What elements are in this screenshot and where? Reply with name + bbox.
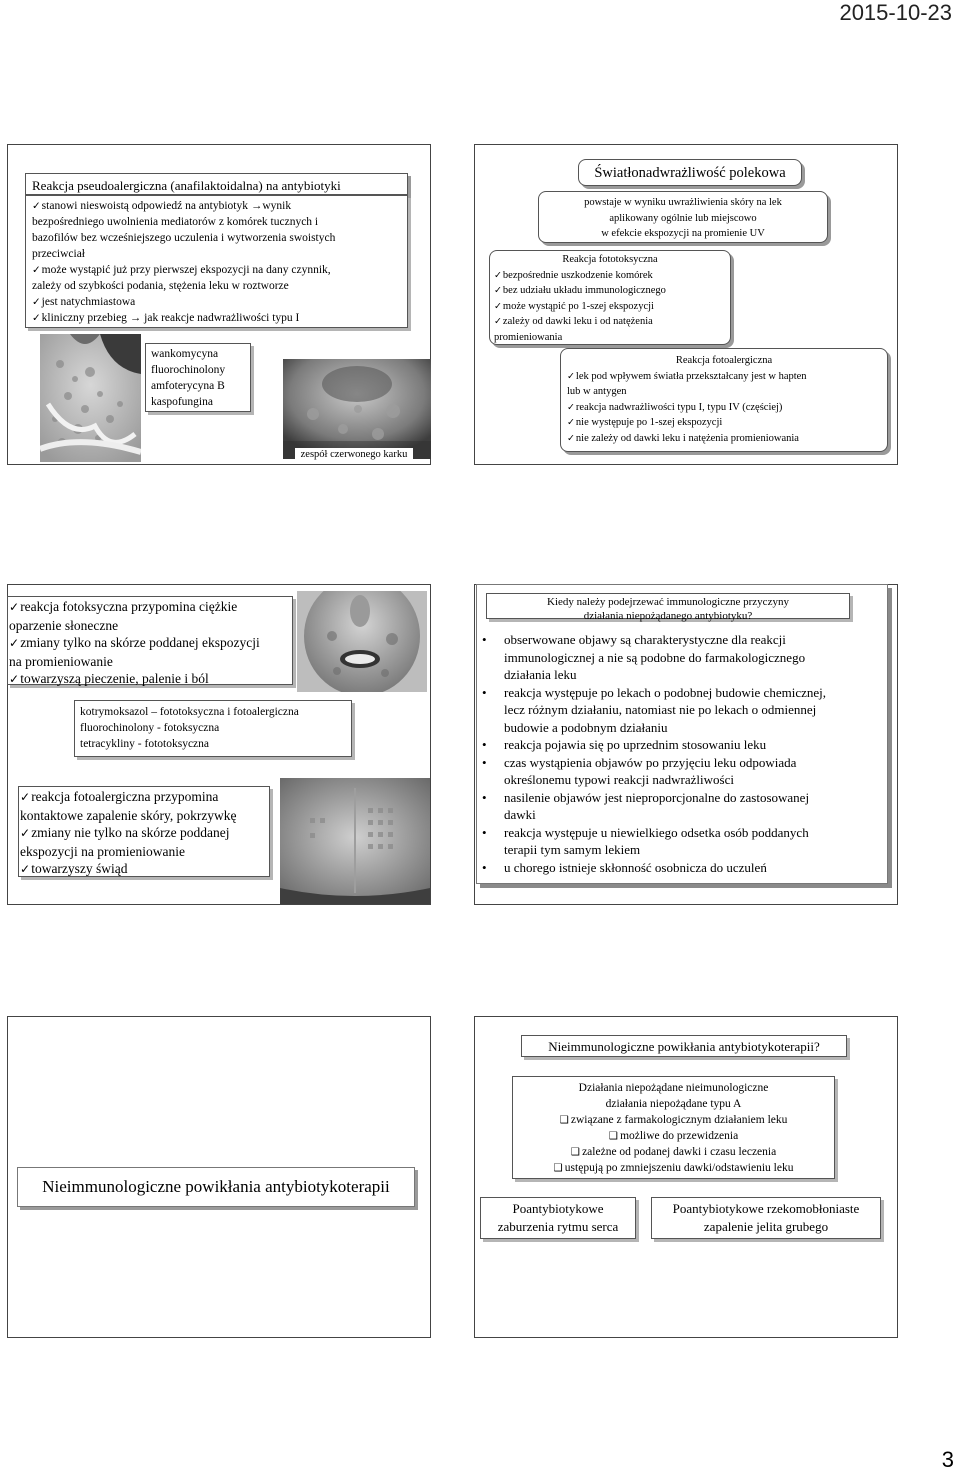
bullet-line: • reakcja występuje u niewielkiego odsetka osób poddanych (504, 824, 809, 840)
slide6-title (521, 1035, 847, 1057)
drug-item: fluorochinolony - fotoksyczna (80, 722, 220, 734)
slide6-right-lines (654, 1200, 878, 1235)
bullet-line: określonemu typowi reakcji nadwrażliwości (504, 772, 734, 787)
drug-item: fluorochinolony (151, 364, 226, 376)
photoallergic-feature-line: ✓ zmiany nie tylko na skórze poddanej (20, 824, 268, 843)
slide4-title (486, 593, 850, 622)
photoallergic-line: ✓ reakcja nadwrażliwości typu I, typu IV (częściej) (567, 400, 881, 416)
phototoxic-feature-line: ✓ reakcja fotoksyczna przypomina ciężkie (9, 598, 291, 617)
bullet-line: dawki (504, 807, 536, 822)
slide3-drugs-list (80, 704, 346, 752)
back-photo (280, 778, 430, 904)
phototoxic-line: ✓ bezpośrednie uszkodzenie komórek (494, 268, 726, 284)
center-box-line: Działania niepożądane nieimunologiczne (578, 1082, 769, 1094)
slide1-line: bazofilów bez wcześniejszego uczulenia i wytworzenia swoistych (32, 232, 336, 244)
slide6-left-box (480, 1197, 636, 1239)
photoallergic-line: ✓ nie występuje po 1-szej ekspozycji (567, 415, 881, 431)
slide2-intro-box (538, 191, 828, 243)
drug-item: amfoterycyna B (151, 380, 225, 392)
phototoxic-line: ✓ może wystąpić po 1-szej ekspozycji (494, 299, 726, 315)
left-box-line: Poantybiotykowe (512, 1201, 604, 1216)
red-neck-caption-text: zespół czerwonego karku (300, 449, 408, 460)
slide4-bullet-list (478, 631, 886, 876)
slide3-phototoxic-lines (9, 598, 291, 689)
bullet-line: terapii tym samym lekiem (504, 842, 641, 857)
slide1-line: zależy od szybkości podania, stężenia leku w roztworze (32, 280, 289, 292)
bullet-item (478, 859, 886, 877)
drug-item: wankomycyna (151, 348, 219, 360)
phototoxic-line: promieniowania (494, 331, 563, 343)
bullet-item (478, 754, 886, 789)
photoallergic-line: lub w antygen (567, 386, 627, 397)
photoallergic-feature-line: ✓ reakcja fotoalergiczna przypomina (20, 788, 268, 807)
center-box-item: ❑ ustępują po zmniejszeniu dawki/odstawieniu leku (517, 1160, 830, 1176)
slide1-line: ✓ jest natychmiastowa (32, 294, 401, 310)
slide6-center-box (512, 1076, 835, 1179)
center-box-item: ❑ możliwe do przewidzenia (517, 1128, 830, 1144)
slide5-title-text: Nieimmunologiczne powikłania antybiotykoterapii (42, 1177, 390, 1196)
bullet-line: • obserwowane objawy są charakterystyczne dla reakcji (504, 632, 786, 647)
bullet-item (478, 631, 886, 684)
bullet-item (478, 684, 886, 737)
photoallergic-heading: Reakcja fotoalergiczna (675, 355, 773, 366)
page-number: 3 (941, 1447, 954, 1472)
slide4-title-text (491, 595, 845, 623)
slide6-right-box (651, 1197, 881, 1239)
rash-chest-photo (40, 334, 141, 462)
center-box-item: ❑ związane z farmakologicznym działaniem leku (517, 1112, 830, 1128)
phototoxic-line: ✓ bez udziału układu immunologicznego (494, 283, 726, 299)
phototoxic-line: ✓ zależy od dawki leku i od natężenia (494, 314, 726, 330)
slide1-title-text: Reakcja pseudoalergiczna (anafilaktoidalna) na antybiotyki (32, 178, 341, 193)
photoallergic-feature-line: kontaktowe zapalenie skóry, pokrzywkę (20, 807, 237, 823)
bullet-line: budowie a podobnym działaniu (504, 719, 668, 735)
right-box-line: Poantybiotykowe rzekomobłoniaste (672, 1201, 860, 1216)
bullet-line: • nasilenie objawów jest nieproporcjonalne do zastosowanej (504, 789, 810, 805)
photoallergic-feature-line: ekspozycji na promieniowanie (20, 843, 185, 859)
phototoxic-box (489, 250, 731, 345)
photoallergic-line: ✓ lek pod wpływem światła przekształcany jest w hapten (567, 369, 881, 385)
phototoxic-feature-line: ✓ towarzyszą pieczenie, palenie i ból (9, 670, 291, 689)
bullet-item (478, 824, 886, 859)
drug-item: kaspofungina (151, 396, 213, 408)
center-box-line: działania niepożądane typu A (605, 1098, 742, 1110)
header-date: 2015-10-23 (839, 0, 952, 25)
slide3-photoallergic-lines (20, 788, 268, 879)
photoallergic-feature-line: ✓ towarzyszy świąd (20, 860, 268, 879)
photoallergic-box (560, 348, 888, 452)
phototoxic-lines (494, 268, 726, 346)
slide6-title-text: Nieimmunologiczne powikłania antybiotykoterapii? (548, 1039, 820, 1054)
slide1-line: przeciwciał (32, 248, 85, 260)
center-box-item: ❑ zależne od podanej dawki i czasu leczenia (517, 1144, 830, 1160)
right-box-line: zapalenie jelita grubego (703, 1218, 829, 1234)
intro-line: powstaje w wyniku uwrażliwienia skóry na lek (584, 197, 782, 208)
bullet-item (478, 789, 886, 824)
bullet-line: lecz różnym działaniu, natomiast nie po lekach o odmiennej (504, 702, 817, 717)
left-box-line: zaburzenia rytmu serca (497, 1218, 619, 1234)
bullet-item (478, 736, 886, 754)
photoallergic-line: ✓ nie zależy od dawki leku i natężenia promieniowania (567, 431, 881, 447)
drug-item: tetracykliny - fototoksyczna (80, 738, 210, 750)
bullet-line: • reakcja występuje po lekach o podobnej budowie chemicznej, (504, 684, 826, 700)
slide1-drugs-box (145, 343, 251, 412)
intro-line: w efekcie ekspozycji na promienie UV (601, 228, 765, 239)
slide2-title (578, 159, 802, 186)
slide6-left-lines (483, 1200, 633, 1235)
bullet-line: • u chorego istnieje skłonność osobnicza do uczuleń (504, 859, 767, 875)
red-neck-caption (295, 448, 413, 462)
red-neck-photo (283, 359, 431, 459)
slide1-line: ✓ może wystąpić już przy pierwszej ekspozycji na dany czynnik, (32, 262, 401, 278)
slide1-lines (32, 198, 401, 326)
bullet-line: • czas wystąpienia objawów po przyjęciu leku odpowiada (504, 754, 797, 770)
intro-line: aplikowany ogólnie lub miejscowo (609, 212, 757, 224)
slide4-bullets (478, 631, 886, 876)
slide1-line: bezpośredniego uwolnienia mediatorów z komórek tucznych i (32, 216, 319, 228)
slide4-title-line: Kiedy należy podejrzewać immunologiczne przyczyny (547, 596, 789, 608)
phototoxic-feature-line: ✓ zmiany tylko na skórze poddanej ekspozycji (9, 634, 291, 653)
slide3-drugs-box (74, 700, 352, 757)
slide6-center-lines (517, 1080, 830, 1176)
slide1-line: ✓ kliniczny przebieg → jak reakcje nadwrażliwości typu I (32, 310, 401, 326)
slide5-title (17, 1167, 415, 1207)
slide2-intro (543, 195, 823, 242)
slide3-phototoxic-box (7, 596, 293, 685)
slide4-title-line: działania niepożądanego antybiotyku? (583, 610, 753, 622)
phototoxic-heading: Reakcja fototoksyczna (562, 254, 658, 265)
slide1-line: ✓ stanowi nieswoistą odpowiedź na antybiotyk →wynik (32, 198, 401, 214)
slide1-title (25, 173, 408, 195)
slide1-drugs-list (151, 346, 245, 410)
phototoxic-feature-line: na promieniowanie (9, 653, 113, 669)
slide1-content-box (25, 195, 408, 328)
face-photo (297, 591, 427, 692)
phototoxic-feature-line: oparzenie słoneczne (9, 617, 119, 633)
slide3-photoallergic-box (18, 786, 270, 877)
bullet-line: immunologicznej a nie są podobne do farmakologicznego (504, 649, 806, 665)
photoallergic-lines (567, 369, 881, 447)
bullet-line: działania leku (504, 667, 577, 682)
drug-item: kotrymoksazol – fototoksyczna i fotoalergiczna (80, 706, 299, 718)
bullet-line: • reakcja pojawia się po uprzednim stosowaniu leku (504, 737, 767, 752)
slide2-title-text: Światłonadwrażliwość polekowa (594, 165, 786, 181)
